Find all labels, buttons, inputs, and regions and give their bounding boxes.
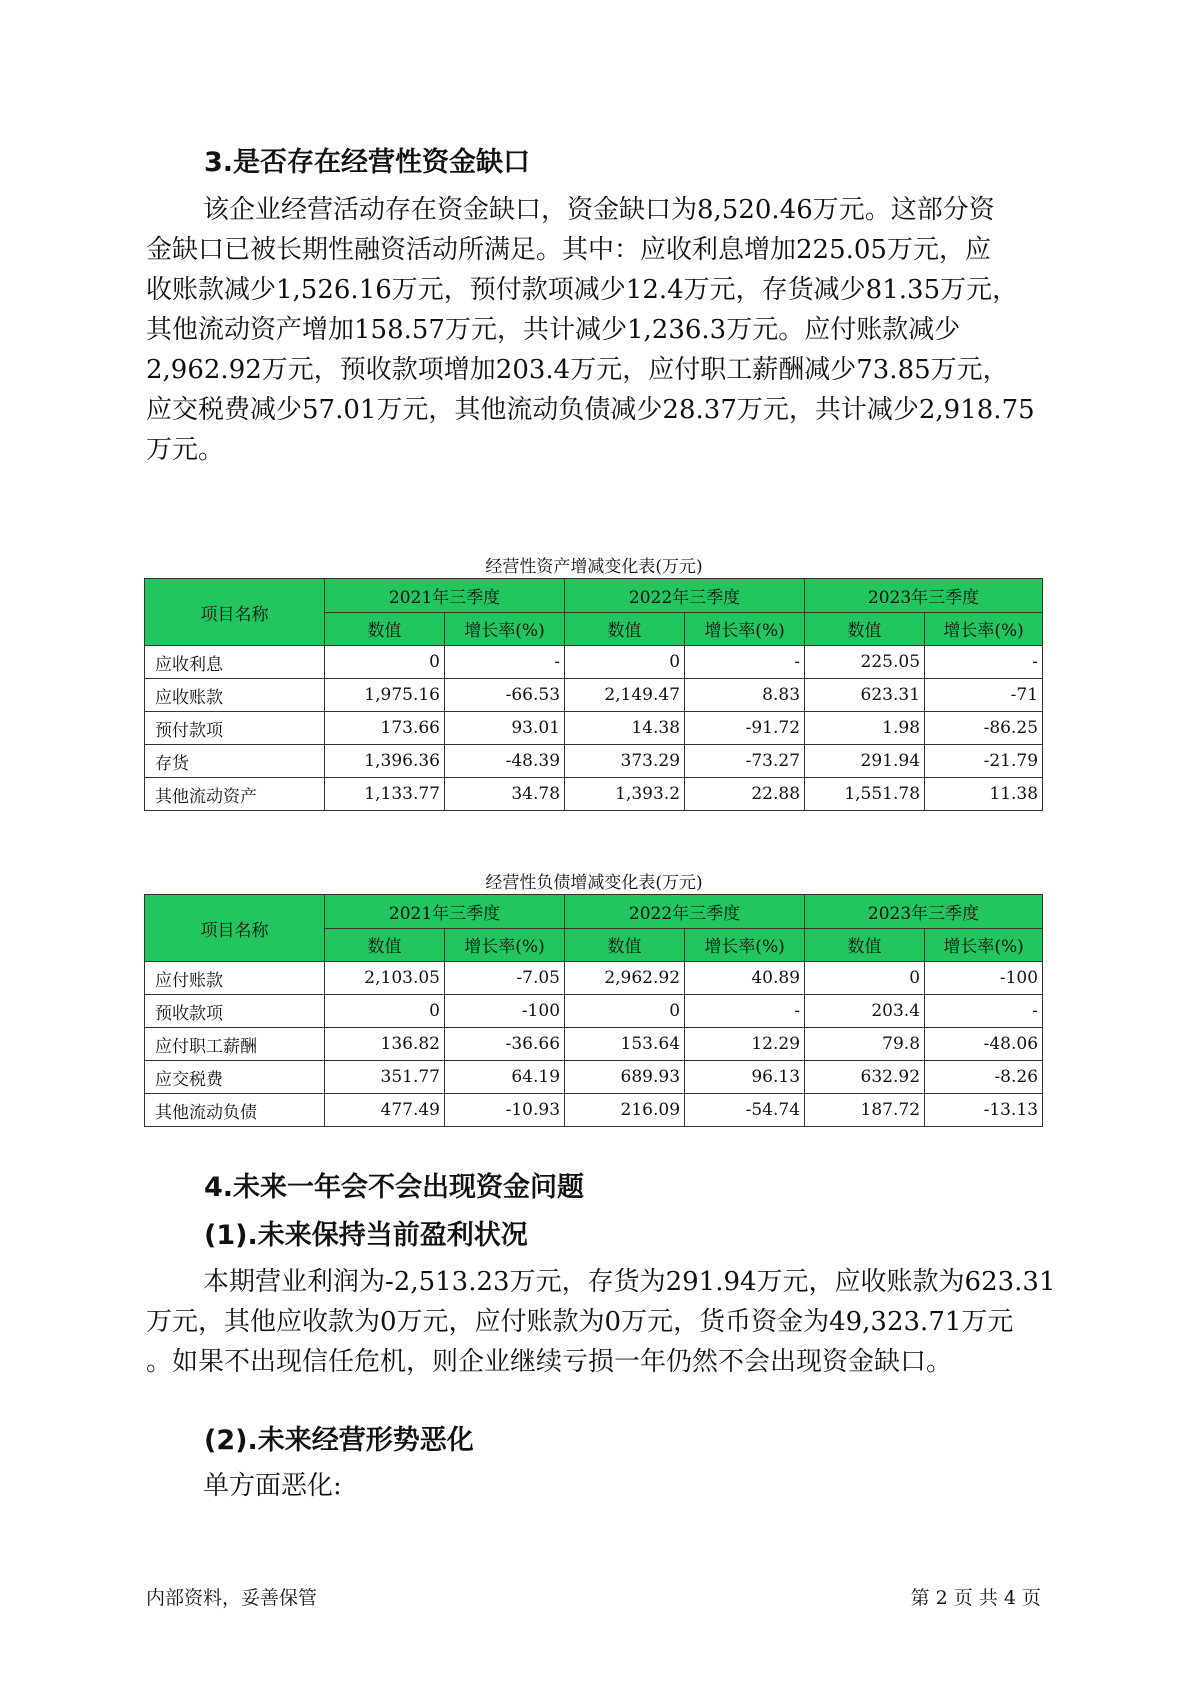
growth-header: 增长率(%) [445,612,565,646]
growth-rate-cell: 12.29 [685,1028,805,1061]
paragraph-line: 万元，其他应收款为0万元，应付账款为0万元，货币资金为49,323.71万元 [146,1307,1014,1337]
growth-rate-cell: -8.26 [925,1061,1043,1094]
section4-sub2-paragraph [146,1466,1046,1506]
period-header: 2022年三季度 [565,895,805,929]
row-item-name: 存货 [145,745,325,778]
row-item-name: 其他流动资产 [145,778,325,811]
growth-rate-cell: 8.83 [685,679,805,712]
value-cell: 477.49 [325,1094,445,1127]
growth-rate-cell: -7.05 [445,962,565,995]
growth-header: 增长率(%) [685,612,805,646]
growth-rate-cell: -21.79 [925,745,1043,778]
value-cell: 136.82 [325,1028,445,1061]
value-cell: 689.93 [565,1061,685,1094]
paragraph-line: 本期营业利润为-2,513.23万元，存货为291.94万元，应收账款为623.31 [203,1267,1056,1297]
paragraph-line: 应交税费减少57.01万元，其他流动负债减少28.37万元，共计减少2,918.75 [146,395,1035,425]
item-name-header: 项目名称 [145,895,325,962]
paragraph-line: 万元。 [146,435,225,465]
footer-page-number: 第 2 页 共 4 页 [910,1587,1041,1609]
value-cell: 187.72 [805,1094,925,1127]
growth-rate-cell: -100 [925,962,1043,995]
growth-rate-cell: - [925,646,1043,679]
value-header: 数值 [805,928,925,962]
value-cell: 173.66 [325,712,445,745]
value-cell: 1,396.36 [325,745,445,778]
value-header: 数值 [325,928,445,962]
paragraph-line: 其他流动资产增加158.57万元，共计减少1,236.3万元。应付账款减少 [146,315,961,345]
growth-header: 增长率(%) [925,928,1043,962]
value-cell: 14.38 [565,712,685,745]
growth-rate-cell: -13.13 [925,1094,1043,1127]
table-row [145,1061,1043,1094]
period-header: 2023年三季度 [805,895,1043,929]
table-row [145,712,1043,745]
liabilities-table [144,894,1043,1127]
row-item-name: 应收利息 [145,646,325,679]
growth-rate-cell: -36.66 [445,1028,565,1061]
period-header: 2021年三季度 [325,579,565,613]
value-cell: 0 [805,962,925,995]
growth-rate-cell: -66.53 [445,679,565,712]
growth-rate-cell: -54.74 [685,1094,805,1127]
table-row [145,995,1043,1028]
growth-header: 增长率(%) [685,928,805,962]
growth-rate-cell: -100 [445,995,565,1028]
paragraph-line: 收账款减少1,526.16万元，预付款项减少12.4万元，存货减少81.35万元， [146,275,1019,305]
paragraph-line: 单方面恶化: [203,1471,342,1501]
value-cell: 1,975.16 [325,679,445,712]
section4-sub1-heading: (1).未来保持当前盈利状况 [204,1220,528,1251]
table-row [145,1028,1043,1061]
value-cell: 2,149.47 [565,679,685,712]
table-row [145,1094,1043,1127]
value-cell: 1,551.78 [805,778,925,811]
value-cell: 2,962.92 [565,962,685,995]
value-cell: 203.4 [805,995,925,1028]
table-row [145,745,1043,778]
section4-sub2-heading: (2).未来经营形势恶化 [204,1425,474,1456]
value-cell: 623.31 [805,679,925,712]
value-header: 数值 [805,612,925,646]
growth-rate-cell: - [685,646,805,679]
value-cell: 1,393.2 [565,778,685,811]
section4-heading: 4.未来一年会不会出现资金问题 [204,1172,585,1203]
value-cell: 1,133.77 [325,778,445,811]
growth-rate-cell: -91.72 [685,712,805,745]
assets-table [144,578,1043,811]
row-item-name: 应交税费 [145,1061,325,1094]
value-cell: 0 [325,646,445,679]
table-row [145,646,1043,679]
value-cell: 0 [565,646,685,679]
growth-rate-cell: 22.88 [685,778,805,811]
growth-rate-cell: 93.01 [445,712,565,745]
value-cell: 351.77 [325,1061,445,1094]
value-header: 数值 [565,928,685,962]
growth-rate-cell: - [925,995,1043,1028]
paragraph-line: 该企业经营活动存在资金缺口，资金缺口为8,520.46万元。这部分资 [203,195,995,225]
growth-rate-cell: 64.19 [445,1061,565,1094]
footer-left-note: 内部资料，妥善保管 [146,1587,318,1609]
row-item-name: 其他流动负债 [145,1094,325,1127]
period-header: 2023年三季度 [805,579,1043,613]
section3-heading: 3.是否存在经营性资金缺口 [204,147,531,178]
value-cell: 1.98 [805,712,925,745]
value-cell: 79.8 [805,1028,925,1061]
growth-rate-cell: -73.27 [685,745,805,778]
table-row [145,679,1043,712]
growth-rate-cell: -86.25 [925,712,1043,745]
row-item-name: 应付职工薪酬 [145,1028,325,1061]
table-row [145,778,1043,811]
section3-paragraph [146,190,1046,470]
growth-rate-cell: 96.13 [685,1061,805,1094]
paragraph-line: 。如果不出现信任危机，则企业继续亏损一年仍然不会出现资金缺口。 [146,1347,953,1377]
paragraph-line: 金缺口已被长期性融资活动所满足。其中：应收利息增加225.05万元，应 [146,235,991,265]
growth-rate-cell: -71 [925,679,1043,712]
paragraph-line: 2,962.92万元，预收款项增加203.4万元，应付职工薪酬减少73.85万元， [146,355,1009,385]
value-cell: 0 [565,995,685,1028]
value-cell: 153.64 [565,1028,685,1061]
value-cell: 373.29 [565,745,685,778]
row-item-name: 预付款项 [145,712,325,745]
growth-rate-cell: -10.93 [445,1094,565,1127]
section4-sub1-paragraph [146,1262,1056,1382]
growth-rate-cell: 34.78 [445,778,565,811]
growth-header: 增长率(%) [445,928,565,962]
growth-header: 增长率(%) [925,612,1043,646]
growth-rate-cell: - [685,995,805,1028]
period-header: 2021年三季度 [325,895,565,929]
value-cell: 0 [325,995,445,1028]
growth-rate-cell: 40.89 [685,962,805,995]
value-cell: 216.09 [565,1094,685,1127]
item-name-header: 项目名称 [145,579,325,646]
value-cell: 291.94 [805,745,925,778]
row-item-name: 预收款项 [145,995,325,1028]
table-row [145,962,1043,995]
assets-table-caption: 经营性资产增减变化表(万元) [485,557,703,577]
growth-rate-cell: 11.38 [925,778,1043,811]
value-header: 数值 [565,612,685,646]
value-cell: 225.05 [805,646,925,679]
value-cell: 2,103.05 [325,962,445,995]
liabilities-table-caption: 经营性负债增减变化表(万元) [485,873,703,893]
growth-rate-cell: -48.06 [925,1028,1043,1061]
row-item-name: 应付账款 [145,962,325,995]
row-item-name: 应收账款 [145,679,325,712]
growth-rate-cell: -48.39 [445,745,565,778]
period-header: 2022年三季度 [565,579,805,613]
value-header: 数值 [325,612,445,646]
value-cell: 632.92 [805,1061,925,1094]
growth-rate-cell: - [445,646,565,679]
